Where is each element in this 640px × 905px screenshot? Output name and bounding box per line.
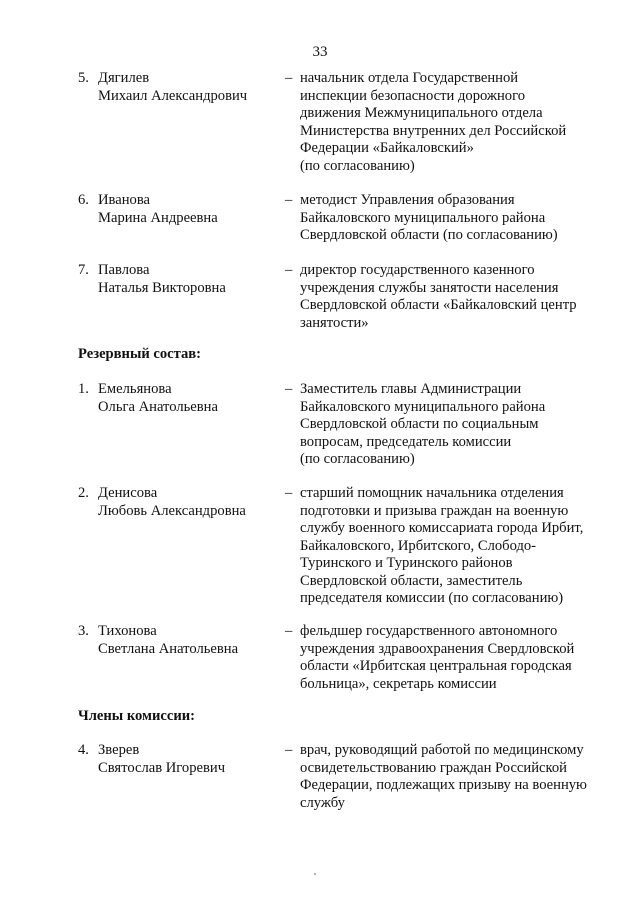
entry-number: 6. xyxy=(78,192,89,208)
given-names: Святослав Игоревич xyxy=(98,759,226,776)
given-names: Ольга Анатольевна xyxy=(98,398,218,415)
position-line: движения Межмуниципального отдела xyxy=(300,105,543,121)
given-names: Светлана Анатольевна xyxy=(98,640,239,657)
member-position xyxy=(300,623,600,693)
entry-number: 1. xyxy=(78,381,89,397)
given-names: Любовь Александровна xyxy=(98,502,246,519)
surname: Павлова xyxy=(98,262,150,278)
position-line: начальник отдела Государственной xyxy=(300,70,519,86)
position-line: Заместитель главы Администрации xyxy=(300,381,522,397)
position-line: методист Управления образования xyxy=(300,192,515,208)
position-line: больница», секретарь комиссии xyxy=(300,675,497,692)
position-line: области «Ирбитская центральная городская xyxy=(300,658,572,674)
surname: Зверев xyxy=(98,742,140,758)
position-line: инспекции безопасности дорожного xyxy=(300,87,526,104)
position-line: Федерации, подлежащих призыву на военную xyxy=(300,777,587,793)
member-position xyxy=(300,381,600,469)
surname: Денисова xyxy=(98,485,158,501)
position-line: службу военного комиссариата города Ирбит, xyxy=(300,520,584,536)
position-line: Байкаловского, Ирбитского, Слободо- xyxy=(300,537,537,554)
dash: – xyxy=(285,485,293,501)
position-line: председателя комиссии (по согласованию) xyxy=(300,590,564,606)
section-heading-reserve: Резервный состав: xyxy=(78,346,202,362)
position-line: Туринского и Туринского районов xyxy=(300,555,513,571)
position-line: Свердловской области «Байкаловский центр xyxy=(300,297,577,313)
position-line: Министерства внутренних дел Российской xyxy=(300,122,567,139)
position-line: освидетельствованию граждан Российской xyxy=(300,759,567,776)
position-line: врач, руководящий работой по медицинскому xyxy=(300,742,584,758)
member-position xyxy=(300,485,600,608)
dash: – xyxy=(285,742,293,758)
surname: Емельянова xyxy=(98,381,172,397)
position-line: занятости» xyxy=(300,314,369,331)
member-name xyxy=(98,742,288,777)
page-number: 33 xyxy=(312,44,328,60)
member-name xyxy=(98,623,288,658)
member-position xyxy=(300,262,600,332)
position-line: старший помощник начальника отделения xyxy=(300,485,564,501)
member-position xyxy=(300,192,600,245)
dash: – xyxy=(285,70,293,86)
member-name xyxy=(98,70,288,105)
position-line: Свердловской области, заместитель xyxy=(300,572,523,589)
dash: – xyxy=(285,381,293,397)
position-line: Федерации «Байкаловский» xyxy=(300,140,474,156)
entry-number: 2. xyxy=(78,485,89,501)
position-line: директор государственного казенного xyxy=(300,262,535,278)
surname: Иванова xyxy=(98,192,150,208)
surname: Дягилев xyxy=(98,70,150,86)
position-line: вопросам, председатель комиссии xyxy=(300,433,512,450)
dash: – xyxy=(285,192,293,208)
position-line: Свердловской области (по согласованию) xyxy=(300,227,558,243)
position-line: Байкаловского муниципального района xyxy=(300,398,546,415)
section-heading-members: Члены комиссии: xyxy=(78,708,196,724)
position-line: Байкаловского муниципального района xyxy=(300,209,546,226)
scan-speck xyxy=(314,873,316,875)
entry-number: 3. xyxy=(78,623,89,639)
position-line: учреждения здравоохранения Свердловской xyxy=(300,640,575,657)
position-line: фельдшер государственного автономного xyxy=(300,623,558,639)
entry-number: 7. xyxy=(78,262,89,278)
position-line: подготовки и призыва граждан на военную xyxy=(300,502,569,519)
member-position xyxy=(300,742,600,812)
given-names: Марина Андреевна xyxy=(98,209,218,226)
given-names: Наталья Викторовна xyxy=(98,279,226,296)
member-name xyxy=(98,192,288,227)
member-position xyxy=(300,70,600,175)
position-line: службу xyxy=(300,794,345,811)
position-line: Свердловской области по социальным xyxy=(300,416,539,432)
entry-number: 5. xyxy=(78,70,89,86)
surname: Тихонова xyxy=(98,623,157,639)
position-line: учреждения службы занятости населения xyxy=(300,279,559,296)
member-name xyxy=(98,262,288,297)
member-name xyxy=(98,485,288,520)
entry-number: 4. xyxy=(78,742,89,758)
position-line: (по согласованию) xyxy=(300,451,415,467)
position-line: (по согласованию) xyxy=(300,157,415,174)
dash: – xyxy=(285,262,293,278)
member-name xyxy=(98,381,288,416)
given-names: Михаил Александрович xyxy=(98,87,248,104)
dash: – xyxy=(285,623,293,639)
